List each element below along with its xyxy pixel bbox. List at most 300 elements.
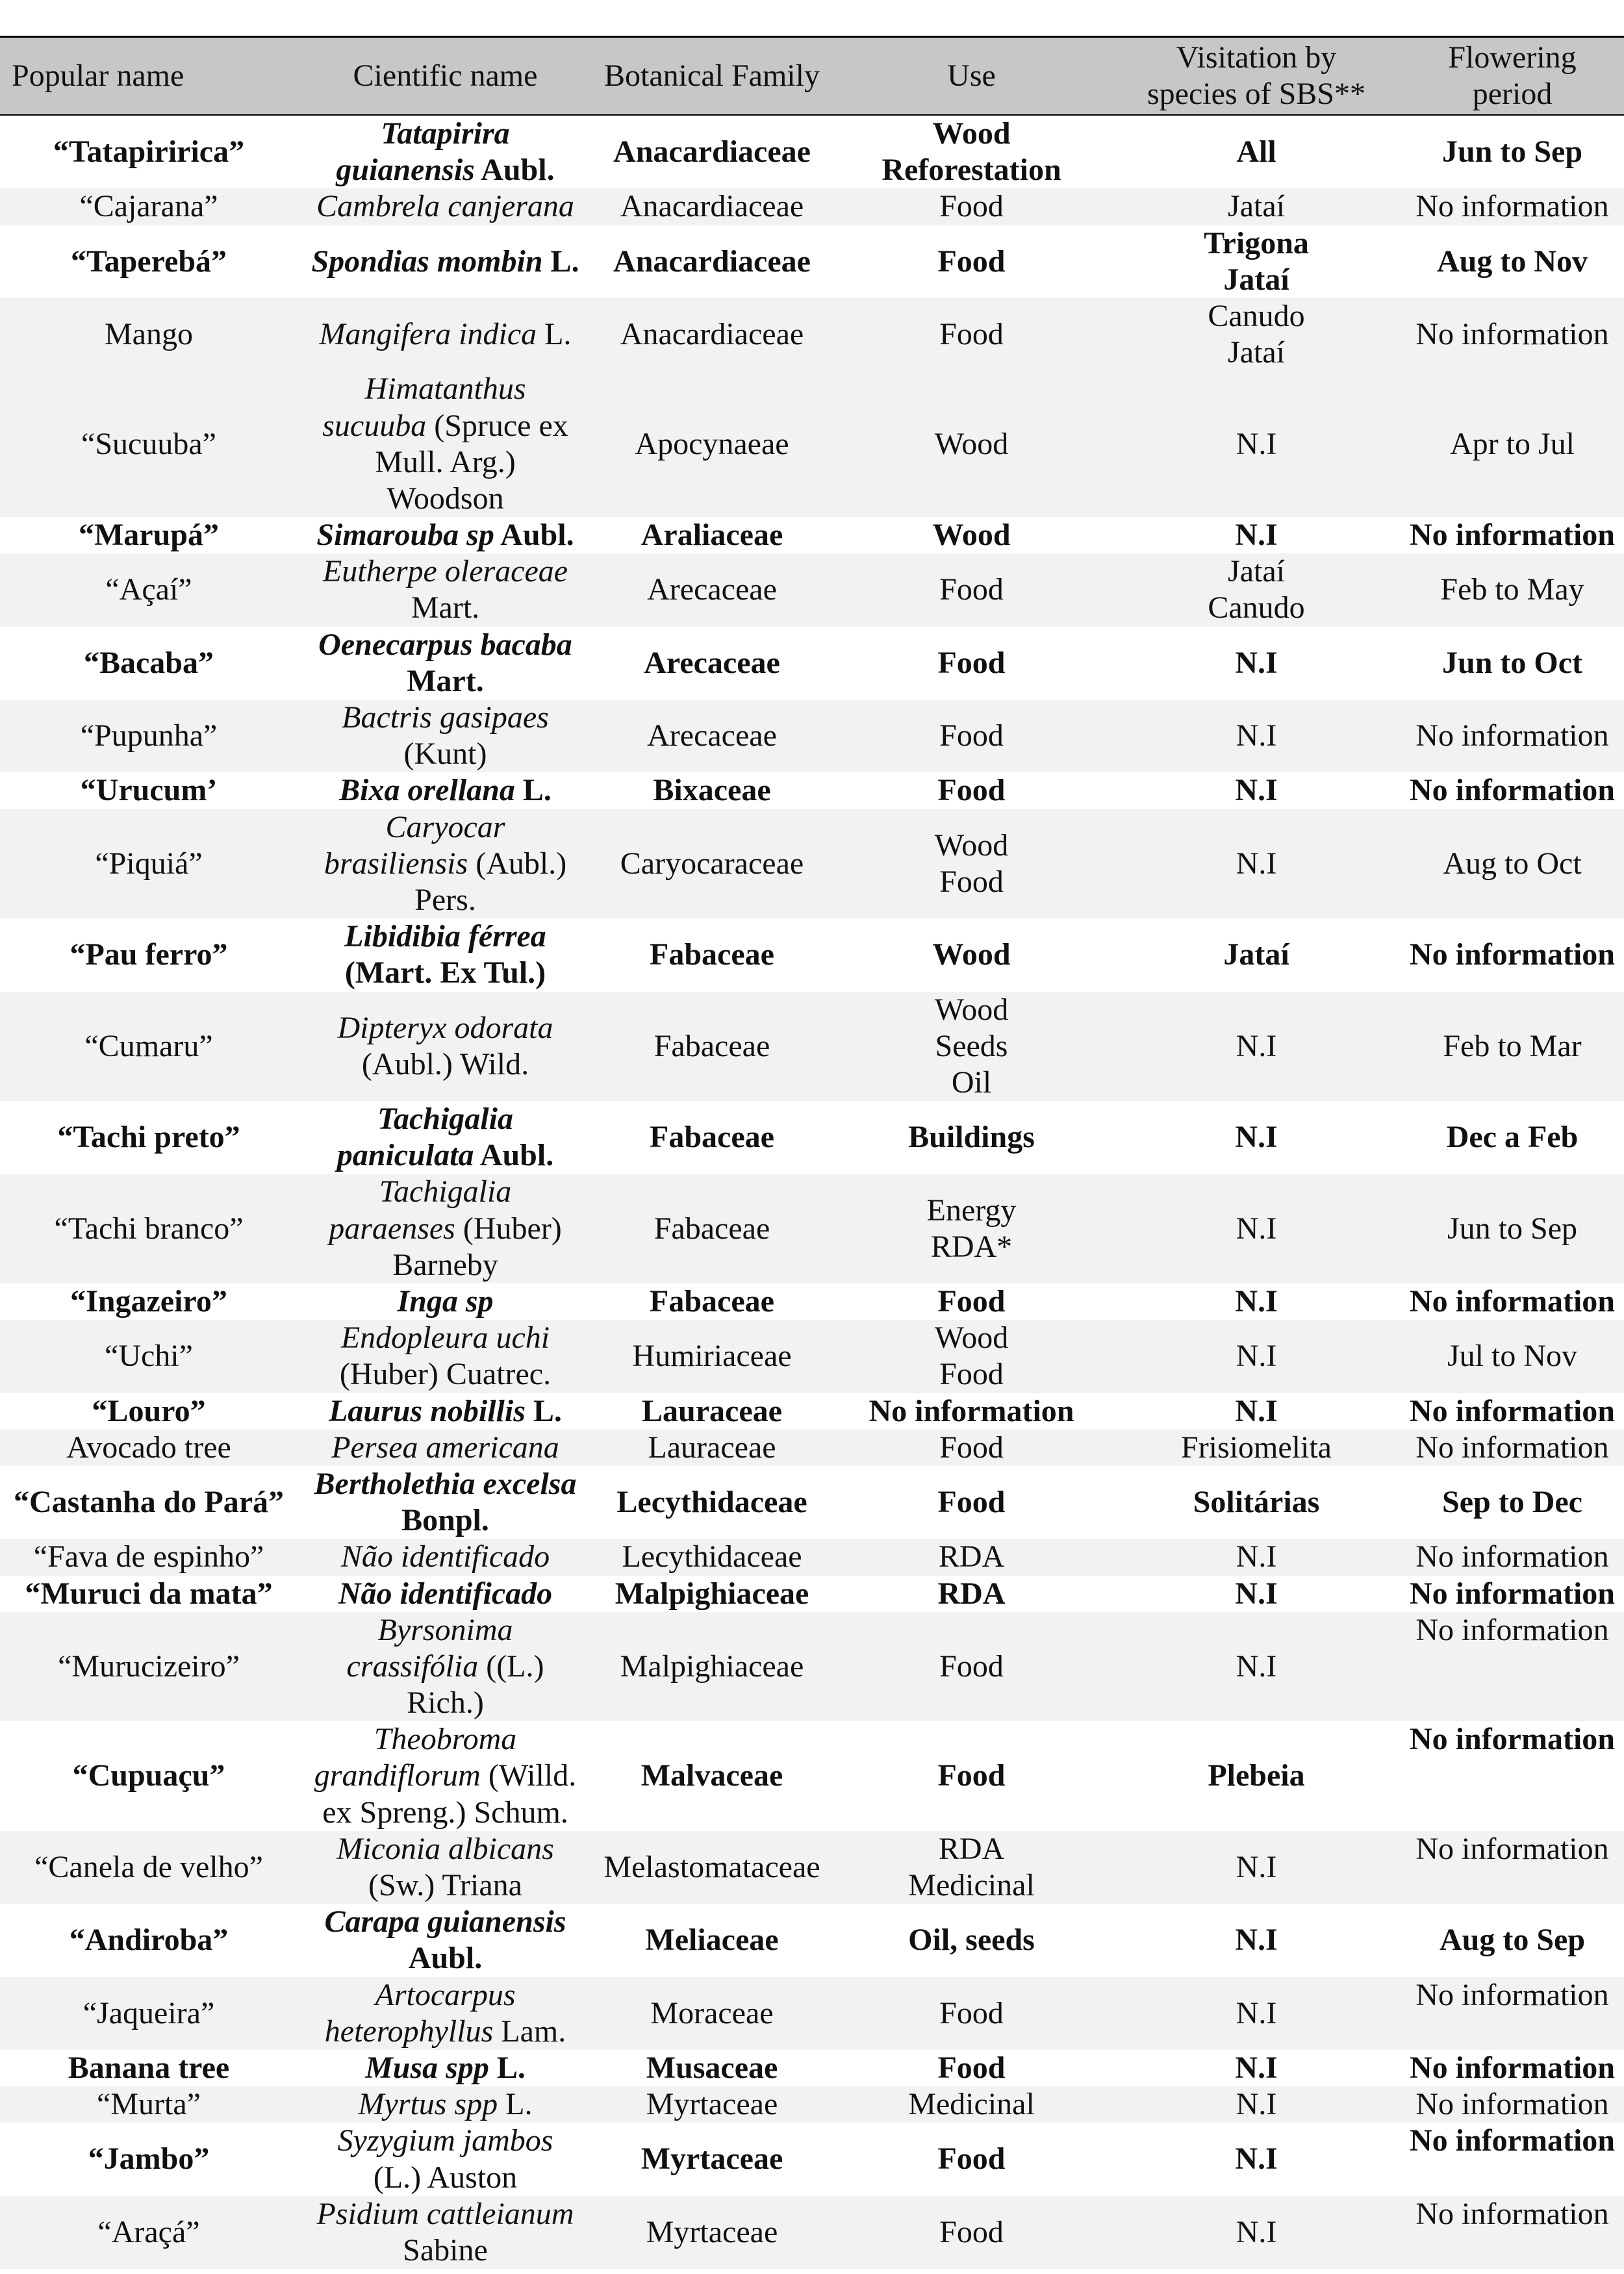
table-row — [0, 1904, 1624, 1977]
cell-botanical-family — [593, 2123, 831, 2195]
popular-name-line: “Castanha do Pará” — [13, 1485, 285, 1520]
cell-flowering-period — [1401, 1539, 1624, 1575]
cell-use — [831, 1393, 1112, 1430]
cell-scientific-name — [298, 2050, 593, 2086]
cell-popular-name — [0, 809, 298, 919]
use-line: Wood — [934, 426, 1009, 461]
botanical-family-line: Fabaceae — [653, 1028, 770, 1063]
scientific-name-line — [386, 809, 505, 846]
flowering-period-line: Dec a Feb — [1446, 1120, 1579, 1155]
cell-botanical-family — [593, 772, 831, 809]
scientific-name-line — [387, 481, 503, 517]
cell-visitation — [1112, 1466, 1401, 1539]
scientific-name-authority: Aubl. — [474, 153, 555, 188]
cell-flowering-period — [1401, 1721, 1624, 1831]
scientific-name-authority: Rich.) — [407, 1686, 484, 1721]
visitation-line: N.I — [1236, 1028, 1277, 1063]
cell-scientific-name — [298, 371, 593, 517]
scientific-name-authority: (Mart. Ex Tul.) — [344, 955, 546, 991]
use-line: RDA* — [930, 1229, 1013, 1264]
botanical-family-line: Lauraceae — [642, 1393, 782, 1428]
cell-popular-name — [0, 1101, 298, 1174]
flowering-period-line: No information — [1415, 317, 1609, 352]
flowering-period-line: No information — [1415, 1539, 1609, 1574]
cell-use — [831, 992, 1112, 1102]
popular-name-line: “Marupá” — [79, 518, 219, 553]
scientific-name-italic: brasiliensis — [324, 846, 468, 881]
use-line: Food — [937, 1758, 1006, 1793]
scientific-name-line — [397, 1283, 493, 1320]
visitation-line: N.I — [1235, 1284, 1278, 1319]
popular-name-line: “Cumaru” — [84, 1028, 213, 1063]
scientific-name-italic: grandiflorum — [314, 1758, 481, 1793]
cell-flowering-period — [1401, 1904, 1624, 1977]
cell-use — [831, 2050, 1112, 2086]
cell-visitation — [1112, 188, 1401, 225]
visitation-line: Frisiomelita — [1181, 1430, 1332, 1465]
popular-name-line: “Piquiá” — [95, 846, 203, 881]
scientific-name-line — [336, 1831, 554, 1867]
cell-scientific-name — [298, 1977, 593, 2050]
scientific-name-authority: Sabine — [403, 2232, 488, 2268]
cell-scientific-name — [298, 918, 593, 991]
cell-scientific-name — [298, 1320, 593, 1393]
visitation-line: N.I — [1235, 1120, 1278, 1155]
table-row — [0, 1174, 1624, 1283]
cell-visitation — [1112, 1393, 1401, 1430]
cell-flowering-period — [1401, 2196, 1624, 2269]
scientific-name-line — [392, 1247, 498, 1283]
scientific-name-italic: guianensis — [336, 153, 475, 188]
scientific-name-italic: Musa spp — [365, 2050, 489, 2085]
cell-visitation — [1112, 1831, 1401, 1904]
scientific-name-authority: Lam. — [493, 2014, 566, 2049]
flowering-period-line: Aug to Nov — [1436, 244, 1588, 279]
visitation-line: Jataí — [1228, 335, 1285, 370]
cell-botanical-family — [593, 918, 831, 991]
scientific-name-line — [338, 2123, 553, 2159]
scientific-name-line — [414, 882, 476, 918]
cell-botanical-family — [593, 1466, 831, 1539]
cell-popular-name — [0, 918, 298, 991]
cell-visitation — [1112, 1612, 1401, 1722]
cell-botanical-family — [593, 553, 831, 626]
flowering-period-line: No information — [1410, 937, 1615, 972]
scientific-name-italic: Tachigalia — [377, 1102, 513, 1137]
scientific-name-authority: Woodson — [387, 481, 504, 516]
cell-botanical-family — [593, 1539, 831, 1575]
flowering-period-line: No information — [1415, 2087, 1609, 2122]
cell-use — [831, 918, 1112, 991]
scientific-name-line — [329, 1211, 562, 1247]
cell-flowering-period — [1401, 517, 1624, 553]
scientific-name-authority: (Spruce ex — [426, 408, 568, 443]
cell-flowering-period — [1401, 1977, 1624, 2050]
scientific-name-line — [316, 188, 574, 225]
botanical-family-line: Lecythidaceae — [616, 1485, 807, 1520]
cell-flowering-period — [1401, 2123, 1624, 2195]
visitation-line: N.I — [1235, 1923, 1278, 1958]
scientific-name-italic: Psidium cattleianum — [316, 2196, 574, 2231]
use-line: RDA — [937, 1576, 1006, 1611]
cell-visitation — [1112, 1430, 1401, 1466]
scientific-name-authority: Mart. — [411, 590, 480, 625]
use-line: Food — [939, 2214, 1004, 2249]
botanical-family-line: Melastomataceae — [603, 1849, 820, 1884]
cell-flowering-period — [1401, 627, 1624, 700]
botanical-family-line: Anacardiaceae — [613, 244, 811, 279]
cell-botanical-family — [593, 2086, 831, 2123]
cell-visitation — [1112, 371, 1401, 517]
cell-popular-name — [0, 1174, 298, 1283]
visitation-line: N.I — [1236, 2087, 1277, 2122]
scientific-name-italic: Laurus nobillis — [329, 1393, 526, 1428]
popular-name-line: “Andiroba” — [69, 1923, 229, 1958]
flowering-period-line: Apr to Jul — [1450, 426, 1575, 461]
cell-use — [831, 809, 1112, 919]
use-line: Oil — [951, 1065, 992, 1100]
cell-visitation — [1112, 627, 1401, 700]
cell-visitation — [1112, 918, 1401, 991]
cell-flowering-period — [1401, 1466, 1624, 1539]
cell-visitation — [1112, 1320, 1401, 1393]
visitation-line: N.I — [1235, 1576, 1278, 1611]
botanical-family-line: Humiriaceae — [632, 1339, 792, 1374]
cell-visitation — [1112, 2086, 1401, 2123]
scientific-name-line — [342, 700, 549, 736]
botanical-family-line: Arecaceae — [647, 718, 777, 753]
cell-visitation — [1112, 553, 1401, 626]
use-line: Medicinal — [908, 2087, 1035, 2122]
use-line: Medicinal — [908, 1868, 1035, 1902]
scientific-name-italic: Libidibia férrea — [344, 919, 546, 954]
cell-popular-name — [0, 992, 298, 1102]
cell-botanical-family — [593, 2196, 831, 2269]
use-line: Reforestation — [882, 153, 1061, 188]
botanical-family-line: Myrtaceae — [646, 2087, 778, 2122]
cell-botanical-family — [593, 371, 831, 517]
cell-scientific-name — [298, 1174, 593, 1283]
table-row — [0, 188, 1624, 225]
species-table — [0, 36, 1624, 2269]
cell-popular-name — [0, 1904, 298, 1977]
popular-name-line: Mango — [105, 317, 193, 352]
scientific-name-italic: Não identificado — [338, 1576, 553, 1611]
cell-popular-name — [0, 1977, 298, 2050]
cell-flowering-period — [1401, 1101, 1624, 1174]
popular-name-line: “Murta” — [97, 2087, 201, 2122]
header-label: period — [1472, 77, 1553, 111]
popular-name-line: “Araçá” — [97, 2214, 200, 2249]
cell-use — [831, 1904, 1112, 1977]
cell-flowering-period — [1401, 1430, 1624, 1466]
cell-flowering-period — [1401, 225, 1624, 298]
visitation-line: N.I — [1236, 1339, 1277, 1374]
popular-name-line: “Cupuaçu” — [72, 1758, 225, 1793]
cell-botanical-family — [593, 1612, 831, 1722]
use-line: RDA — [938, 1831, 1005, 1866]
cell-use — [831, 116, 1112, 188]
cell-visitation — [1112, 700, 1401, 772]
scientific-name-authority: Mart. — [407, 663, 484, 698]
botanical-family-line: Malvaceae — [641, 1758, 783, 1793]
use-line: Wood — [932, 937, 1011, 972]
table-header — [0, 36, 1624, 116]
popular-name-line: “Pau ferro” — [70, 937, 228, 972]
table-row — [0, 1721, 1624, 1831]
botanical-family-line: Meliaceae — [645, 1923, 779, 1958]
scientific-name-line — [338, 1576, 552, 1612]
scientific-name-authority: L. — [542, 244, 579, 279]
visitation-line: Canudo — [1208, 298, 1305, 333]
cell-flowering-period — [1401, 2050, 1624, 2086]
scientific-name-line — [364, 371, 526, 407]
flowering-period-line: Aug to Oct — [1443, 846, 1582, 881]
scientific-name-italic: Tachigalia — [379, 1174, 512, 1209]
popular-name-line: “Muruci da mata” — [25, 1576, 273, 1611]
flowering-period-line: No information — [1410, 1722, 1615, 1757]
use-line: Wood — [934, 1320, 1009, 1356]
use-line: Food — [939, 189, 1004, 224]
use-line: RDA — [938, 1539, 1005, 1574]
header-visitation — [1112, 38, 1401, 114]
table-row — [0, 1101, 1624, 1174]
flowering-period-line: No information — [1415, 1430, 1609, 1465]
scientific-name-authority: L. — [488, 2050, 526, 2085]
cell-flowering-period — [1401, 1576, 1624, 1612]
cell-use — [831, 1466, 1112, 1539]
flowering-period-line: Sep to Dec — [1442, 1485, 1582, 1520]
cell-scientific-name — [298, 2086, 593, 2123]
scientific-name-italic: Spondias mombin — [311, 244, 543, 279]
cell-visitation — [1112, 1174, 1401, 1283]
cell-scientific-name — [298, 1612, 593, 1722]
use-line: No information — [869, 1393, 1074, 1428]
scientific-name-line — [404, 736, 487, 772]
scientific-name-line — [329, 1393, 562, 1430]
scientific-name-line — [340, 1356, 551, 1393]
cell-botanical-family — [593, 225, 831, 298]
scientific-name-line — [314, 1466, 577, 1502]
scientific-name-line — [323, 553, 568, 590]
scientific-name-authority: ex Spreng.) Schum. — [322, 1795, 568, 1830]
scientific-name-authority: L. — [537, 317, 572, 352]
cell-use — [831, 188, 1112, 225]
cell-popular-name — [0, 188, 298, 225]
scientific-name-line — [324, 1904, 566, 1940]
scientific-name-line — [341, 1320, 550, 1356]
scientific-name-italic: Eutherpe oleraceae — [322, 554, 568, 589]
cell-scientific-name — [298, 116, 593, 188]
cell-scientific-name — [298, 1430, 593, 1466]
cell-flowering-period — [1401, 188, 1624, 225]
scientific-name-authority: (L.) Auston — [373, 2160, 518, 2195]
cell-visitation — [1112, 1904, 1401, 1977]
cell-use — [831, 517, 1112, 553]
scientific-name-authority: (Sw.) Triana — [368, 1868, 522, 1902]
flowering-period-line: No information — [1415, 2196, 1609, 2231]
botanical-family-line: Arecaceae — [647, 572, 777, 607]
cell-use — [831, 1612, 1112, 1722]
flowering-period-line: No information — [1415, 1831, 1609, 1866]
scientific-name-authority: Aubl. — [408, 1941, 483, 1976]
flowering-period-line: No information — [1410, 1576, 1615, 1611]
scientific-name-authority: (Willd. — [480, 1758, 577, 1793]
header-flowering-period — [1401, 38, 1624, 114]
scientific-name-line — [407, 1685, 484, 1721]
cell-use — [831, 225, 1112, 298]
visitation-line: N.I — [1236, 718, 1277, 753]
cell-popular-name — [0, 371, 298, 517]
popular-name-line: “Tachi branco” — [54, 1211, 244, 1246]
cell-popular-name — [0, 1393, 298, 1430]
table-row — [0, 298, 1624, 371]
flowering-period-line: No information — [1410, 2050, 1615, 2085]
flowering-period-line: No information — [1415, 1612, 1609, 1647]
header-label: Flowering — [1448, 40, 1577, 75]
botanical-family-line: Lauraceae — [648, 1430, 776, 1465]
flowering-period-line: No information — [1415, 1977, 1609, 2012]
flowering-period-line: Feb to May — [1440, 572, 1584, 607]
scientific-name-italic: paraenses — [329, 1211, 455, 1246]
scientific-name-line — [322, 408, 568, 444]
scientific-name-italic: crassifólia — [346, 1649, 479, 1684]
table-row — [0, 116, 1624, 188]
cell-botanical-family — [593, 1283, 831, 1320]
cell-flowering-period — [1401, 1612, 1624, 1722]
cell-use — [831, 1430, 1112, 1466]
cell-scientific-name — [298, 225, 593, 298]
flowering-period-line: Jun to Sep — [1441, 134, 1583, 170]
use-line: Food — [939, 572, 1004, 607]
cell-use — [831, 700, 1112, 772]
cell-use — [831, 1539, 1112, 1575]
table-row — [0, 1320, 1624, 1393]
scientific-name-italic: Não identificado — [340, 1539, 550, 1574]
cell-popular-name — [0, 2123, 298, 2195]
flowering-period-line: Aug to Sep — [1439, 1923, 1586, 1958]
cell-scientific-name — [298, 1466, 593, 1539]
botanical-family-line: Myrtaceae — [641, 2141, 783, 2177]
scientific-name-line — [317, 2196, 574, 2232]
scientific-name-line — [375, 1977, 516, 2014]
cell-flowering-period — [1401, 1174, 1624, 1283]
table-row — [0, 1283, 1624, 1320]
cell-popular-name — [0, 1539, 298, 1575]
scientific-name-line — [381, 116, 509, 152]
flowering-period-line: Jul to Nov — [1447, 1339, 1577, 1374]
table-row — [0, 2123, 1624, 2195]
cell-scientific-name — [298, 2196, 593, 2269]
visitation-line: Trigona — [1204, 225, 1309, 260]
cell-botanical-family — [593, 188, 831, 225]
table-row — [0, 1393, 1624, 1430]
popular-name-line: “Louro” — [92, 1393, 206, 1428]
cell-popular-name — [0, 1831, 298, 1904]
cell-use — [831, 1174, 1112, 1283]
scientific-name-italic: Inga sp — [397, 1284, 494, 1319]
cell-botanical-family — [593, 1320, 831, 1393]
scientific-name-italic: Tatapirira — [381, 116, 510, 151]
popular-name-line: “Taperebá” — [70, 244, 227, 279]
use-line: Wood — [932, 116, 1011, 151]
botanical-family-line: Fabaceae — [650, 937, 774, 972]
scientific-name-line — [339, 772, 552, 809]
cell-botanical-family — [593, 1977, 831, 2050]
popular-name-line: “Canela de velho” — [34, 1849, 263, 1884]
popular-name-line: “Tachi preto” — [57, 1120, 240, 1155]
visitation-line: N.I — [1235, 645, 1278, 680]
cell-popular-name — [0, 553, 298, 626]
cell-scientific-name — [298, 1904, 593, 1977]
cell-use — [831, 1721, 1112, 1831]
cell-botanical-family — [593, 2050, 831, 2086]
scientific-name-italic: Theobroma — [374, 1722, 517, 1757]
table-row — [0, 1430, 1624, 1466]
table-row — [0, 225, 1624, 298]
scientific-name-authority: L. — [525, 1393, 562, 1428]
popular-name-line: “Tatapiririca” — [53, 134, 245, 170]
botanical-family-line: Fabaceae — [650, 1284, 774, 1319]
flowering-period-line: No information — [1410, 773, 1615, 808]
scientific-name-line — [377, 1101, 513, 1137]
cell-popular-name — [0, 298, 298, 371]
cell-use — [831, 1831, 1112, 1904]
scientific-name-italic: Caryocar — [385, 809, 505, 844]
scientific-name-authority: Bonpl. — [401, 1503, 489, 1538]
table-row — [0, 2196, 1624, 2269]
scientific-name-italic: Bactris gasipaes — [342, 700, 549, 735]
cell-scientific-name — [298, 1831, 593, 1904]
scientific-name-italic: Bertholethia excelsa — [314, 1466, 577, 1501]
cell-scientific-name — [298, 298, 593, 371]
scientific-name-line — [411, 590, 479, 626]
cell-use — [831, 2196, 1112, 2269]
cell-flowering-period — [1401, 371, 1624, 517]
scientific-name-line — [407, 663, 484, 700]
botanical-family-line: Araliaceae — [641, 518, 783, 553]
scientific-name-line — [347, 1649, 544, 1685]
scientific-name-authority: (Huber) Cuatrec. — [339, 1357, 552, 1392]
popular-name-line: “Jambo” — [88, 2141, 210, 2177]
use-line: Food — [937, 2141, 1006, 2177]
cell-popular-name — [0, 1721, 298, 1831]
table-row — [0, 553, 1624, 626]
visitation-line: N.I — [1235, 773, 1278, 808]
cell-scientific-name — [298, 772, 593, 809]
use-line: Food — [939, 1995, 1004, 2030]
cell-botanical-family — [593, 1721, 831, 1831]
cell-visitation — [1112, 225, 1401, 298]
visitation-line: Solitárias — [1193, 1485, 1320, 1520]
use-line: Food — [939, 718, 1004, 753]
cell-use — [831, 772, 1112, 809]
cell-botanical-family — [593, 1393, 831, 1430]
scientific-name-italic: Artocarpus — [375, 1977, 516, 2012]
cell-flowering-period — [1401, 1320, 1624, 1393]
use-line: Food — [939, 1430, 1004, 1465]
cell-flowering-period — [1401, 918, 1624, 991]
cell-use — [831, 553, 1112, 626]
cell-botanical-family — [593, 517, 831, 553]
scientific-name-line — [311, 244, 579, 280]
cell-botanical-family — [593, 627, 831, 700]
visitation-line: N.I — [1236, 1539, 1277, 1574]
botanical-family-line: Bixaceae — [653, 773, 771, 808]
use-line: Food — [939, 1649, 1004, 1684]
botanical-family-line: Lecythidaceae — [622, 1539, 802, 1574]
table-row — [0, 371, 1624, 517]
